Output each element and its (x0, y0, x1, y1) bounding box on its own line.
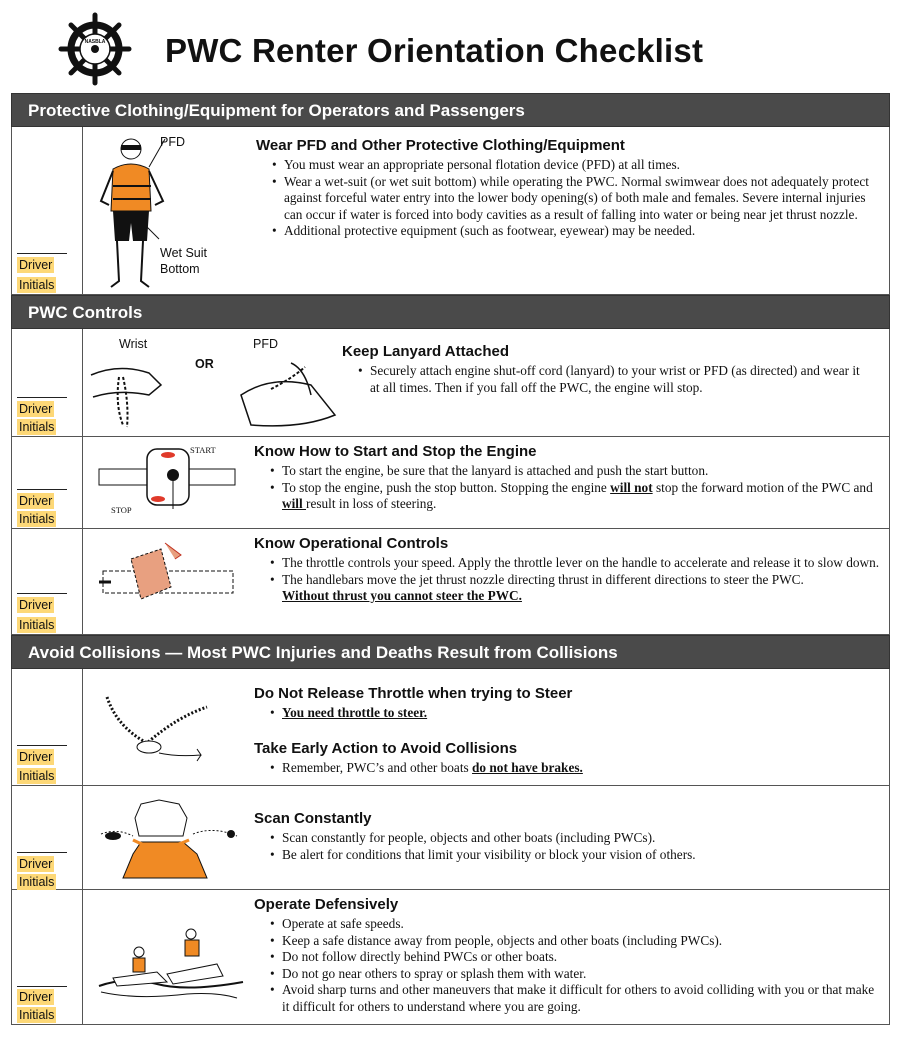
bullet: • Securely attach engine shut-off cord (lanyard) to your wrist or PFD (as directed) and wear it at all times. Then if you fall off the PWC, the engine will stop. (370, 363, 872, 396)
initials-label: Initials (19, 769, 55, 783)
initials-label: Initials (19, 875, 55, 889)
pfd-label: PFD (160, 135, 185, 149)
bullet: • The handlebars move the jet thrust nozzle directing thrust in different directions to steer the PWC. Without thrust you cannot steer the PWC. (282, 572, 884, 605)
stop-label: STOP (111, 505, 132, 515)
page-header (0, 0, 900, 92)
checklist-row-throttle (11, 669, 890, 786)
section-header: PWC Controls (11, 295, 890, 329)
row-heading: Keep Lanyard Attached (342, 343, 509, 360)
bullet: • Remember, PWC’s and other boats do not have brakes. (282, 760, 884, 777)
bullet: • Do not go near others to spray or splash them with water. (282, 966, 884, 983)
driver-label: Driver (19, 258, 53, 272)
checklist-row-lanyard (11, 329, 890, 437)
row-heading: Wear PFD and Other Protective Clothing/Equipment (256, 137, 625, 154)
bullet: • Scan constantly for people, objects and other boats (including PWCs). (282, 830, 884, 847)
initials-label: Initials (19, 420, 55, 434)
driver-label: Driver (19, 402, 53, 416)
start-label: START (190, 445, 216, 455)
driver-label: Driver (19, 598, 53, 612)
wrist-label: Wrist (119, 337, 148, 351)
initials-box[interactable] (12, 890, 83, 1024)
bullet: • To start the engine, be sure that the lanyard is attached and push the start button. (282, 463, 884, 480)
initials-line (17, 253, 67, 254)
initials-box[interactable] (12, 127, 83, 294)
initials-box[interactable] (12, 529, 83, 634)
bullet: • To stop the engine, push the stop button. Stopping the engine will not stop the forward motion of the PWC and will result in loss of steering. (282, 480, 884, 513)
initials-box[interactable] (12, 786, 83, 889)
initials-line (17, 852, 67, 853)
bullet: • The throttle controls your speed. Apply the throttle lever on the handle to accelerate and release it to slow down. (282, 555, 884, 572)
row-heading: Scan Constantly (254, 810, 372, 827)
initials-label: Initials (19, 512, 55, 526)
driver-label: Driver (19, 990, 53, 1004)
bullet: • Avoid sharp turns and other maneuvers that make it difficult for others to avoid colliding with you or that make it difficult for others to understand where you are going. (282, 982, 884, 1015)
page-title: PWC Renter Orientation Checklist (165, 32, 704, 69)
driver-label: Driver (19, 750, 53, 764)
row-heading: Know Operational Controls (254, 535, 449, 552)
checklist-row-pfd (11, 127, 890, 295)
scan-surroundings-icon (97, 798, 247, 882)
checklist (11, 93, 890, 1025)
row-heading: Do Not Release Throttle when trying to Steer (254, 685, 573, 702)
initials-line (17, 593, 67, 594)
initials-line (17, 397, 67, 398)
bullet: • You must wear an appropriate personal flotation device (PFD) at all times. (284, 157, 886, 174)
checklist-row-start-stop (11, 437, 890, 529)
initials-box[interactable] (12, 437, 83, 528)
or-label: OR (195, 357, 214, 371)
driver-label: Driver (19, 494, 53, 508)
initials-line (17, 745, 67, 746)
bullet: • Operate at safe speeds. (282, 916, 884, 933)
bullet: • Keep a safe distance away from people, objects and other boats (including PWCs). (282, 933, 884, 950)
svg-text:NASBLA: NASBLA (84, 39, 106, 45)
bullet: • Be alert for conditions that limit your visibility or block your vision of others. (282, 847, 884, 864)
bullet: • You need throttle to steer. (282, 705, 884, 722)
row-heading: Take Early Action to Avoid Collisions (254, 739, 518, 757)
pwc-turning-icon (97, 687, 217, 773)
pfd-lanyard-icon (231, 355, 341, 431)
initials-label: Initials (19, 1008, 55, 1022)
wrist-lanyard-icon (89, 355, 179, 431)
bullet: • Wear a wet-suit (or wet suit bottom) while operating the PWC. Normal swimwear does not adequately protect against forceful water entry into the lower body opening(s) of both male and females. Severe internal injuries can occur if water is forced into body cavities as a result of falling into water or being near jet thrust nozzle. (284, 174, 886, 224)
driver-label: Driver (19, 857, 53, 871)
throttle-control-icon (95, 537, 245, 627)
pwc-riders-icon (97, 916, 247, 1006)
initials-line (17, 489, 67, 490)
initials-box[interactable] (12, 329, 83, 436)
initials-box[interactable] (12, 669, 83, 785)
initials-label: Initials (19, 278, 55, 292)
wet-suit-label: Wet Suit Bottom (160, 246, 208, 276)
section-header: Avoid Collisions — Most PWC Injuries and Deaths Result from Collisions (11, 635, 890, 669)
bullet: • Additional protective equipment (such as footwear, eyewear) may be needed. (284, 223, 886, 240)
initials-label: Initials (19, 618, 55, 632)
checklist-row-scan (11, 786, 890, 890)
pfd-label: PFD (253, 337, 278, 351)
bullet: • Do not follow directly behind PWCs or other boats. (282, 949, 884, 966)
ship-wheel-logo-icon (58, 12, 132, 86)
checklist-row-controls (11, 529, 890, 635)
row-heading: Operate Defensively (254, 896, 399, 913)
section-header: Protective Clothing/Equipment for Operators and Passengers (11, 93, 890, 127)
row-heading: Know How to Start and Stop the Engine (254, 443, 537, 460)
initials-line (17, 986, 67, 987)
checklist-row-defensive (11, 890, 890, 1025)
